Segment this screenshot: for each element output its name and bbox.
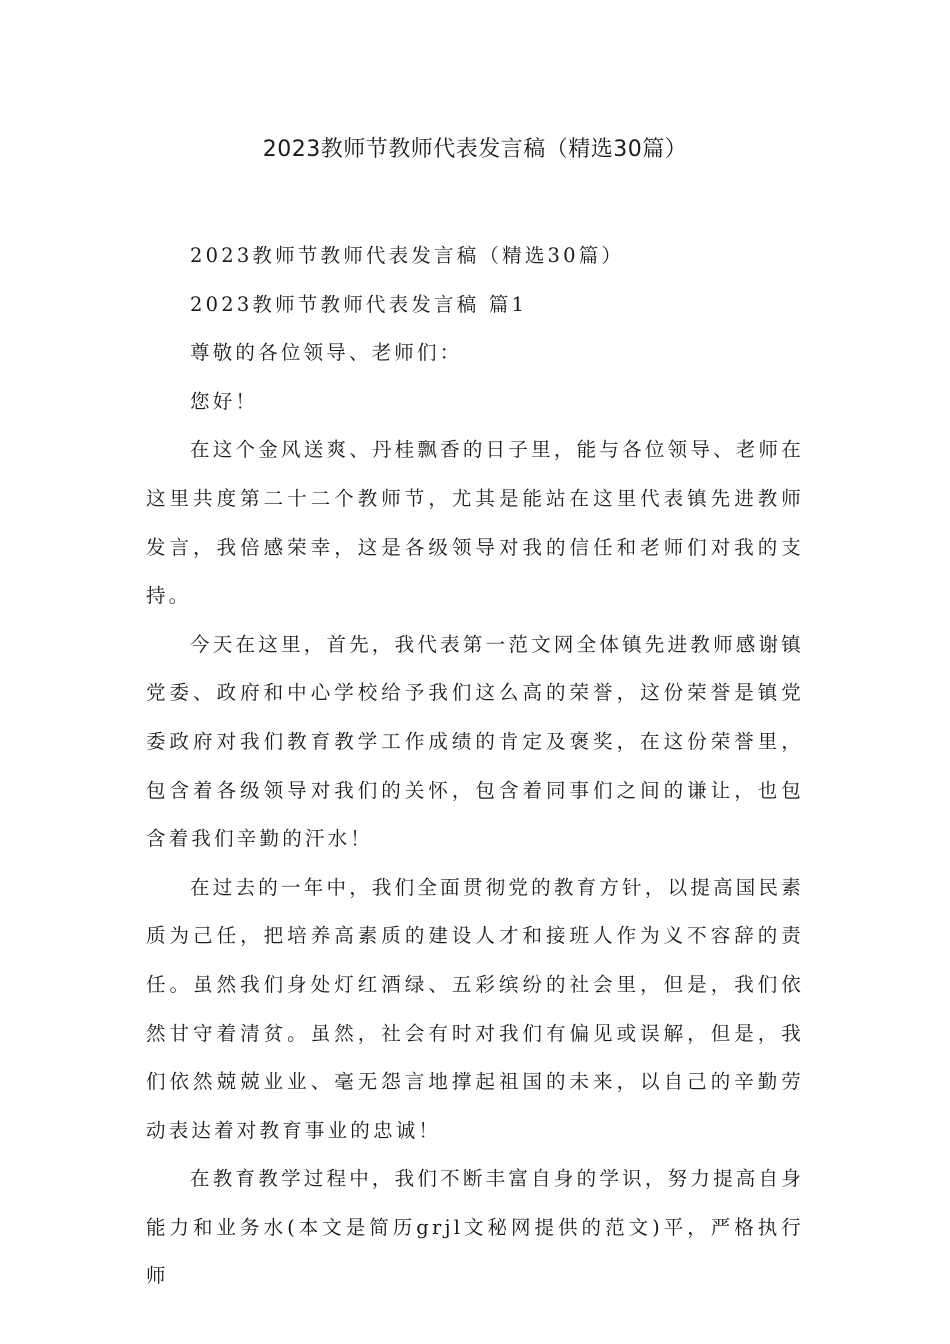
body-paragraph: 在这个金风送爽、丹桂飘香的日子里，能与各位领导、老师在这里共度第二十二个教师节，尤其是能站在这里代表镇先进教师发言，我倍感荣幸，这是各级领导对我的信任和老师们对我的支持。: [146, 438, 804, 608]
body-paragraph-greeting: 您好！: [190, 389, 259, 413]
document-body: [146, 232, 804, 1301]
body-paragraph: 在过去的一年中，我们全面贯彻党的教育方针，以提高国民素质为己任，把培养高素质的建设人才和接班人作为义不容辞的责任。虽然我们身处灯红酒绿、五彩缤纷的社会里，但是，我们依然甘守着清贫。虽然，社会有时对我们有偏见或误解，但是，我们依然兢兢业业、毫无怨言地撑起祖国的未来，以自己的辛勤劳动表达着对教育事业的忠诚！: [146, 875, 804, 1142]
body-paragraph-salutation: 尊敬的各位领导、老师们：: [190, 341, 463, 365]
body-paragraph: 今天在这里，首先，我代表第一范文网全体镇先进教师感谢镇党委、政府和中心学校给予我们这么高的荣誉，这份荣誉是镇党委政府对我们教育教学工作成绩的肯定及褒奖，在这份荣誉里，包含着各级领导对我们的关怀，包含着同事们之间的谦让，也包含着我们辛勤的汗水！: [146, 632, 804, 851]
body-paragraph-section-title: 2023教师节教师代表发言稿 篇1: [190, 292, 528, 316]
body-paragraph-heading: 2023教师节教师代表发言稿（精选30篇）: [190, 244, 625, 267]
body-paragraph: 在教育教学过程中，我们不断丰富自身的学识，努力提高自身能力和业务水(本文是简历grjl文秘网提供的范文)平，严格执行师: [146, 1167, 804, 1288]
document-title: 2023教师节教师代表发言稿（精选30篇）: [262, 137, 688, 162]
